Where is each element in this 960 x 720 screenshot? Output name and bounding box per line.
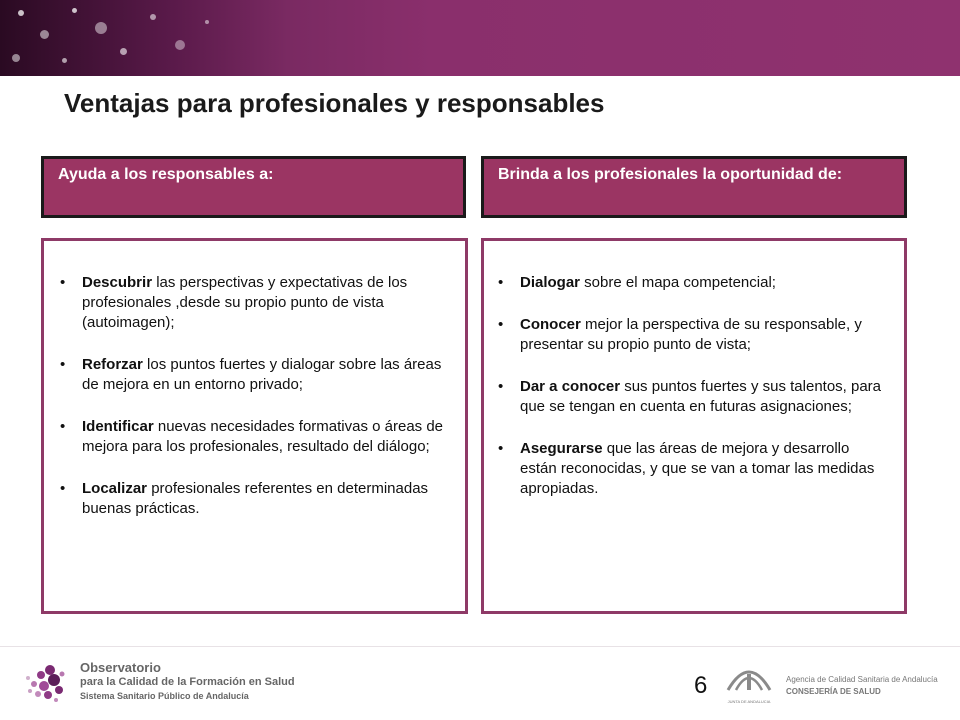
sparkle-decoration [150, 14, 156, 20]
observatorio-line3: Sistema Sanitario Público de Andalucía [80, 691, 249, 701]
bullet-text: profesionales referentes en determinadas buenas prácticas. [82, 480, 429, 517]
page-number: 6 [694, 672, 708, 699]
bullet-keyword: Dar a conocer [520, 378, 621, 395]
sparkle-decoration [72, 8, 77, 13]
top-banner [0, 0, 960, 76]
bullet-text: los puntos fuertes y dialogar sobre las áreas de mejora en un entorno privado; [82, 356, 442, 393]
sparkle-decoration [18, 10, 24, 16]
junta-logo [724, 660, 774, 704]
bullet-text: sus puntos fuertes y sus talentos, para que se tengan en cuenta en futuras asignaciones; [520, 378, 882, 415]
list-item [50, 273, 449, 333]
bullet-keyword: Descubrir [82, 274, 153, 291]
bullet-keyword: Asegurarse [520, 440, 603, 457]
list-item [488, 377, 886, 417]
observatorio-line1: Observatorio [80, 660, 161, 675]
list-item [50, 417, 449, 457]
list-item [50, 355, 449, 395]
right-bullet-list [484, 241, 904, 499]
bullet-keyword: Reforzar [82, 356, 143, 373]
junta-arch-icon [724, 660, 774, 694]
list-item [488, 273, 886, 293]
observatorio-line2: para la Calidad de la Formación en Salud [80, 676, 295, 688]
left-bullet-list [44, 241, 465, 519]
left-content-box [41, 238, 468, 614]
sparkle-decoration [62, 58, 67, 63]
right-header-text: Brinda a los profesionales la oportunidad de: [498, 166, 843, 183]
agencia-text [786, 674, 956, 698]
left-column-header [41, 156, 466, 218]
list-item [488, 439, 886, 499]
list-item [50, 479, 449, 519]
observatorio-logo [20, 660, 70, 704]
bullet-text: que las áreas de mejora y desarrollo están reconocidas, y que se van a tomar las medidas apropiadas. [520, 440, 875, 497]
sparkle-decoration [120, 48, 127, 55]
sparkle-decoration [95, 22, 107, 34]
bullet-keyword: Conocer [520, 316, 581, 333]
bullet-text: nuevas necesidades formativas o áreas de mejora para los profesionales, resultado del diálogo; [82, 418, 444, 455]
bullet-keyword: Identificar [82, 418, 154, 435]
sparkle-decoration [40, 30, 49, 39]
agencia-line2: CONSEJERÍA DE SALUD [786, 687, 881, 696]
dots-logo-icon [20, 660, 70, 704]
footer-divider [0, 646, 960, 647]
right-content-box [481, 238, 907, 614]
list-item [488, 315, 886, 355]
bullet-keyword: Dialogar [520, 274, 581, 291]
sparkle-decoration [205, 20, 209, 24]
sparkle-decoration [12, 54, 20, 62]
agencia-line1: Agencia de Calidad Sanitaria de Andalucía [786, 675, 938, 684]
bullet-keyword: Localizar [82, 480, 148, 497]
right-column-header [481, 156, 907, 218]
slide-title: Ventajas para profesionales y responsables [64, 88, 605, 118]
bullet-text: las perspectivas y expectativas de los profesionales ,desde su propio punto de vista (autoimagen); [82, 274, 408, 331]
sparkle-decoration [175, 40, 185, 50]
observatorio-text [80, 660, 310, 703]
junta-caption: JUNTA DE ANDALUCIA [727, 699, 771, 704]
left-header-text: Ayuda a los responsables a: [58, 166, 274, 183]
bullet-text: sobre el mapa competencial; [580, 274, 776, 291]
bullet-text: mejor la perspectiva de su responsable, y presentar su propio punto de vista; [520, 316, 862, 353]
